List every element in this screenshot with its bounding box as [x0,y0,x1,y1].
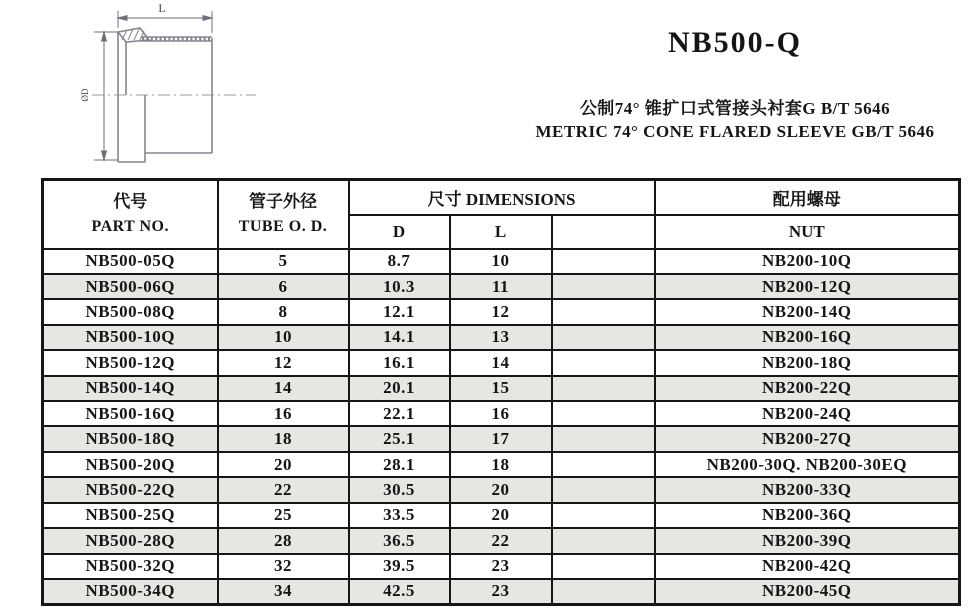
cell-tube-od: 10 [218,325,349,350]
cell-part-no: NB500-28Q [43,528,218,553]
cell-part-no: NB500-32Q [43,554,218,579]
header-tube-od [218,180,349,249]
table-row [43,401,960,426]
cell-dim-extra [552,401,655,426]
cell-nut: NB200-33Q [655,477,960,502]
cell-nut: NB200-45Q [655,579,960,605]
table-row [43,274,960,299]
cell-dim-d: 22.1 [349,401,450,426]
cell-dim-d: 14.1 [349,325,450,350]
cell-dim-l: 17 [450,426,552,451]
cell-part-no: NB500-14Q [43,376,218,401]
subtitle-english: METRIC 74° CONE FLARED SLEEVE GB/T 5646 [535,122,935,141]
header-part-no-cn: 代号 [113,191,148,211]
table-row [43,554,960,579]
cell-dim-extra [552,350,655,375]
cell-dim-d: 36.5 [349,528,450,553]
cell-dim-d: 16.1 [349,350,450,375]
cell-tube-od: 22 [218,477,349,502]
cell-dim-extra [552,249,655,274]
cell-dim-d: 12.1 [349,299,450,324]
cell-dim-l: 16 [450,401,552,426]
cell-nut: NB200-39Q [655,528,960,553]
cell-tube-od: 18 [218,426,349,451]
table-body [43,249,960,605]
cell-part-no: NB500-22Q [43,477,218,502]
cell-dim-l: 20 [450,503,552,528]
header-row-1 [43,180,960,215]
cell-dim-d: 8.7 [349,249,450,274]
cell-dim-extra [552,452,655,477]
cell-dim-d: 42.5 [349,579,450,605]
cell-nut: NB200-16Q [655,325,960,350]
cell-dim-d: 25.1 [349,426,450,451]
cell-dim-l: 23 [450,554,552,579]
header-dim-l: L [450,215,552,249]
table-row [43,579,960,605]
cell-part-no: NB500-20Q [43,452,218,477]
cell-dim-extra [552,528,655,553]
cell-part-no: NB500-16Q [43,401,218,426]
flare-hatch [118,28,149,42]
cell-part-no: NB500-25Q [43,503,218,528]
spec-table [41,178,961,606]
cell-dim-extra [552,554,655,579]
cell-dim-d: 39.5 [349,554,450,579]
table-row [43,452,960,477]
cell-dim-l: 10 [450,249,552,274]
cell-nut: NB200-24Q [655,401,960,426]
cell-part-no: NB500-12Q [43,350,218,375]
title-block [515,26,955,142]
header-dimensions: 尺寸 DIMENSIONS [349,180,655,215]
cell-part-no: NB500-05Q [43,249,218,274]
cell-dim-d: 33.5 [349,503,450,528]
cell-dim-extra [552,503,655,528]
cell-tube-od: 16 [218,401,349,426]
cell-tube-od: 6 [218,274,349,299]
cell-tube-od: 34 [218,579,349,605]
header-dim-blank [552,215,655,249]
cell-dim-extra [552,477,655,502]
cell-dim-l: 12 [450,299,552,324]
cell-tube-od: 32 [218,554,349,579]
cell-tube-od: 20 [218,452,349,477]
cell-tube-od: 28 [218,528,349,553]
length-dim-label: L [158,1,166,15]
table-row [43,325,960,350]
cell-nut: NB200-18Q [655,350,960,375]
table-row [43,528,960,553]
cell-nut: NB200-14Q [655,299,960,324]
cell-part-no: NB500-08Q [43,299,218,324]
cell-dim-d: 10.3 [349,274,450,299]
subtitle-chinese: 公制74° 锥扩口式管接头衬套G B/T 5646 [579,99,891,118]
dimension-D [94,32,118,160]
cell-tube-od: 12 [218,350,349,375]
cell-dim-d: 28.1 [349,452,450,477]
page-title: NB500-Q [668,26,802,59]
cell-dim-l: 22 [450,528,552,553]
cell-tube-od: 5 [218,249,349,274]
cell-dim-extra [552,426,655,451]
table-row [43,376,960,401]
cell-dim-l: 18 [450,452,552,477]
cell-dim-l: 11 [450,274,552,299]
cell-dim-d: 20.1 [349,376,450,401]
cell-dim-extra [552,299,655,324]
header-nut-en: NUT [655,215,960,249]
table-row [43,249,960,274]
cell-tube-od: 8 [218,299,349,324]
cell-nut: NB200-30Q. NB200-30EQ [655,452,960,477]
cell-dim-l: 23 [450,579,552,605]
cell-tube-od: 25 [218,503,349,528]
cell-tube-od: 14 [218,376,349,401]
header-part-no [43,180,218,249]
cell-part-no: NB500-18Q [43,426,218,451]
header-dim-d: D [349,215,450,249]
cell-part-no: NB500-10Q [43,325,218,350]
cell-nut: NB200-22Q [655,376,960,401]
cell-nut: NB200-42Q [655,554,960,579]
cell-nut: NB200-12Q [655,274,960,299]
table-row [43,477,960,502]
cell-dim-extra [552,274,655,299]
header-nut-cn: 配用螺母 [655,180,960,215]
cell-dim-l: 20 [450,477,552,502]
cell-part-no: NB500-06Q [43,274,218,299]
table-row [43,426,960,451]
diameter-dim-label: ØD [80,88,90,102]
cell-dim-extra [552,579,655,605]
table-row [43,503,960,528]
header-part-no-en: PART NO. [91,218,169,236]
cell-nut: NB200-27Q [655,426,960,451]
cell-dim-l: 15 [450,376,552,401]
cell-dim-extra [552,325,655,350]
cell-nut: NB200-10Q [655,249,960,274]
table-row [43,299,960,324]
cell-dim-l: 13 [450,325,552,350]
table-row [43,350,960,375]
header-tube-od-en: TUBE O. D. [238,218,328,236]
cell-dim-l: 14 [450,350,552,375]
cell-dim-extra [552,376,655,401]
technical-drawing [78,0,263,175]
cell-nut: NB200-36Q [655,503,960,528]
cell-dim-d: 30.5 [349,477,450,502]
header-tube-od-cn: 管子外径 [249,191,317,211]
cell-part-no: NB500-34Q [43,579,218,605]
